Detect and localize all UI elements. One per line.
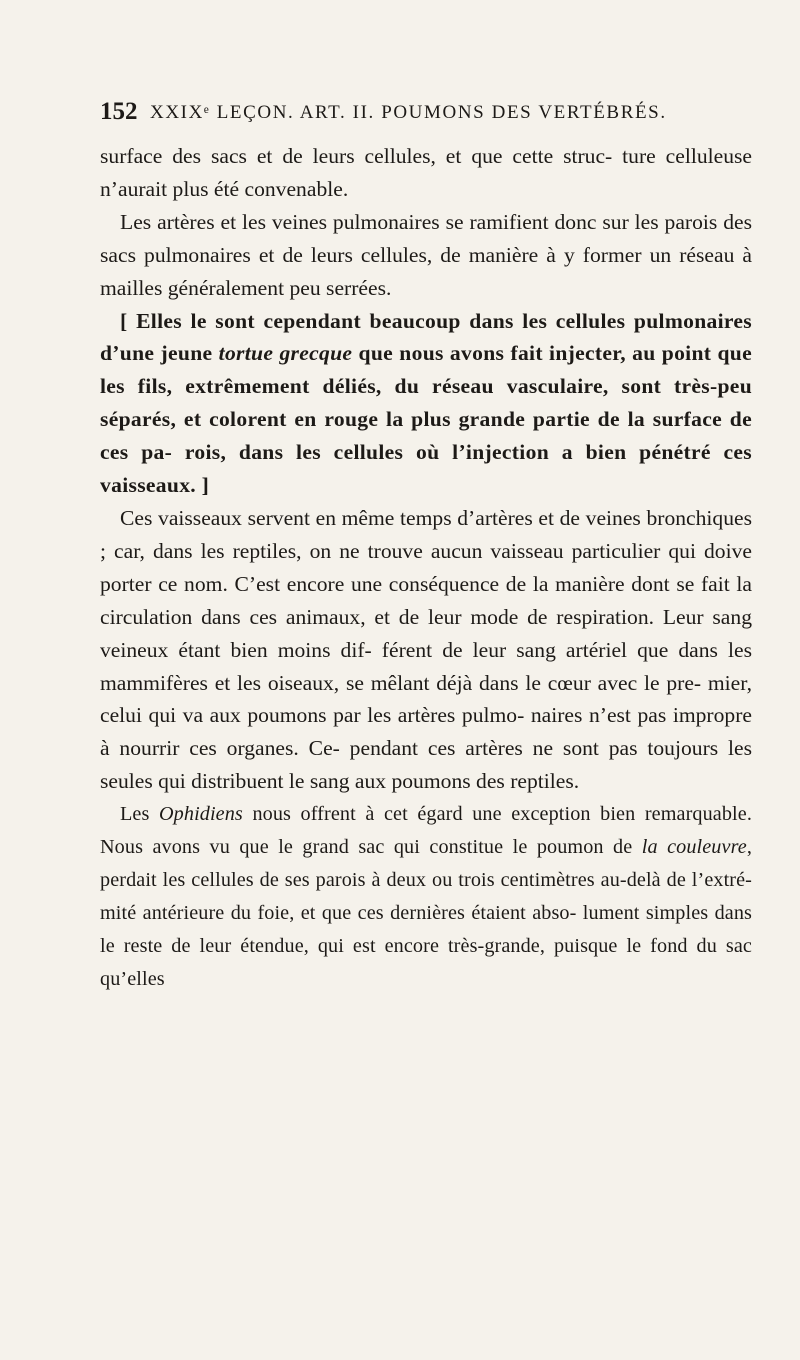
paragraph-3-text-b: que nous avons fait injecter, au point que les fils, extrêmement déliés, du réseau vasculaire, sont très-peu séparés, et colorent en rouge la plus grande partie de la surface de ces pa- rois, dans les cellules où l’injection a bien pénétré ces vaisseaux. ] — [100, 341, 752, 498]
paragraph-5-italic-2: la couleuvre — [641, 836, 747, 859]
paragraph-3 — [100, 305, 752, 502]
paragraph-4: Ces vaisseaux servent en même temps d’artères et de veines bronchiques ; car, dans les reptiles, on ne trouve aucun vaisseau particulier qui doive porter ce nom. C’est encore une conséquence de la manière dont se fait la circulation dans ces animaux, et de leur mode de respiration. Leur sang veineux étant bien moins dif- férent de leur sang artériel que dans les mammifères et les oiseaux, se mêlant déjà dans le cœur avec le pre- mier, celui qui va aux poumons par les artères pulmo- naires n’est pas impropre à nourrir ces organes. Ce- pendant ces artères ne sont pas toujours les seules qui distribuent le sang aux poumons des reptiles. — [100, 505, 752, 794]
paragraph-5-text-b: nous offrent à cet égard une exception bien remarquable. Nous avons vu que le grand sac qui constitue le poumon de — [100, 803, 752, 859]
paragraph-5-text-c: , perdait les cellules de ses parois à deux ou trois centimètres au-delà de l’extré- mité antérieure du foie, et que ces dernières étaient abso- lument simples dans le reste de leur étendue, qui est encore très-grande, puisque le fond du sac qu’elles — [100, 836, 752, 990]
paragraph-2: Les artères et les veines pulmonaires se ramifient donc sur les parois des sacs pulmonaires et de leurs cellules, de manière à y former un réseau à mailles généralement peu serrées. — [100, 209, 752, 300]
paragraph-3-italic: tortue grecque — [218, 341, 353, 366]
page-header — [100, 98, 740, 128]
paragraph-1: surface des sacs et de leurs cellules, et que cette struc- ture celluleuse n’aurait plus été convenable. — [100, 144, 752, 201]
paragraph-5-text-a: Les — [120, 803, 159, 826]
paragraph-5-italic-1: Ophidiens — [159, 803, 243, 826]
paragraph-5 — [100, 798, 752, 995]
paragraph-3-text-a: [ Elles le sont cependant beaucoup dans les cellules pulmonaires d’une jeune — [100, 308, 752, 366]
page-number: 152 — [100, 98, 138, 125]
running-head: XXIXᵉ LEÇON. ART. II. POUMONS DES VERTÉBRÉS. — [150, 102, 667, 123]
body-text — [100, 140, 752, 996]
